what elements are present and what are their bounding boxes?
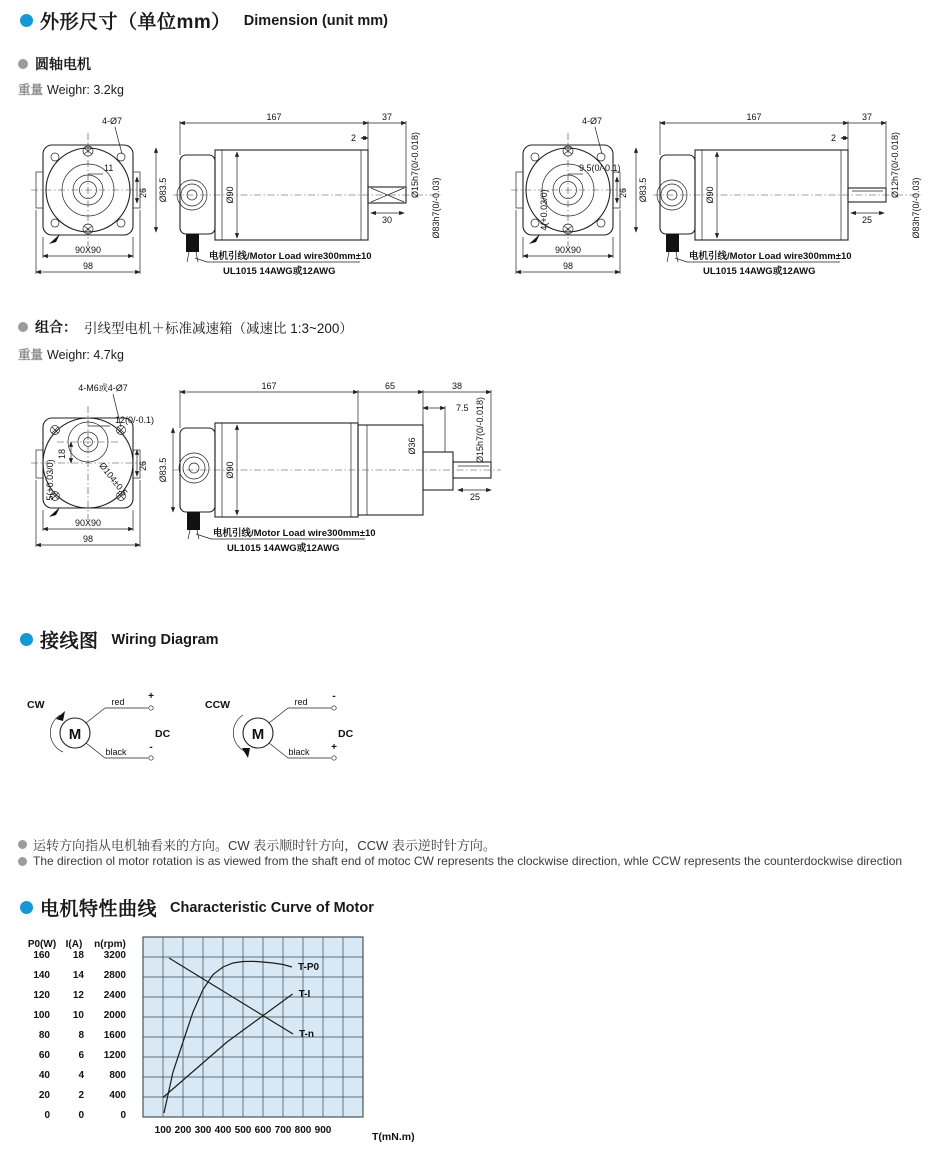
front-view	[31, 382, 154, 547]
dim-step: 2	[830, 133, 836, 143]
dim-holes: 4-M6或4-Ø7	[78, 383, 128, 393]
section-bullet-icon	[20, 14, 33, 27]
dim-body-len: 167	[746, 112, 762, 122]
dim-body-dia: Ø90	[225, 461, 235, 479]
dim-holes: 4-Ø7	[101, 116, 123, 126]
wiring-title-en: Wiring Diagram	[111, 631, 219, 648]
note-bullet-icon	[18, 840, 27, 849]
y-tick-n(rpm)-0: 0	[120, 1109, 126, 1121]
ccw-top-polarity: -	[332, 691, 336, 702]
dim-motor-len: 167	[261, 381, 277, 391]
ccw-red-wire-label: red	[294, 697, 308, 707]
sub-bullet-icon	[18, 322, 28, 332]
curve-title-en: Characteristic Curve of Motor	[170, 899, 374, 916]
dimension-section-header	[20, 7, 388, 34]
y-tick-I(A)-8: 8	[78, 1029, 84, 1041]
ccw-black-wire-label: black	[288, 747, 310, 757]
x-axis-label: T(mN.m)	[372, 1131, 415, 1143]
cw-arrowhead-icon	[56, 711, 65, 721]
y-tick-n(rpm)-3200: 3200	[103, 949, 126, 961]
wiring-title-zh: 接线图	[40, 631, 99, 652]
wire-note: 电机引线/Motor Load wire300mm±10	[689, 251, 852, 262]
y-tick-P0(W)-140: 140	[33, 969, 50, 981]
y-axis-title-P0(W): P0(W)	[27, 939, 57, 950]
y-tick-I(A)-18: 18	[72, 949, 84, 961]
wire-spec: UL1015 14AWG或12AWG	[227, 543, 340, 554]
dim-body-dia: Ø90	[705, 186, 715, 204]
y-tick-P0(W)-160: 160	[33, 949, 50, 961]
curve-title-zh: 电机特性曲线	[40, 899, 158, 920]
combo-weight	[18, 345, 124, 363]
lead-wire-plug	[187, 512, 200, 530]
dim-spigot-tol: Ø83h7(0/-0.03)	[911, 177, 921, 239]
x-tick-700: 700	[274, 1125, 292, 1136]
dim-shaft-dia: 12(0/-0.1)	[115, 415, 155, 425]
dimension-title-en: Dimension (unit mm)	[243, 12, 388, 29]
x-tick-900: 900	[314, 1125, 332, 1136]
sub-bullet-icon	[18, 59, 28, 69]
section-bullet-icon	[20, 633, 33, 646]
side-view	[653, 112, 923, 277]
cw-red-wire-label: red	[111, 697, 125, 707]
y-tick-n(rpm)-1600: 1600	[103, 1029, 126, 1041]
drawing-geared-motor	[15, 378, 505, 563]
side-view	[158, 381, 501, 554]
dim-square: 90X90	[74, 518, 102, 528]
y-tick-n(rpm)-400: 400	[109, 1089, 126, 1101]
dim-bolt-circle: Ø104±0.5	[97, 460, 130, 498]
y-tick-n(rpm)-2400: 2400	[103, 989, 126, 1001]
rotation-note-zh	[18, 835, 496, 854]
dim-shaft-tol: Ø15h7(0/-0.018)	[410, 131, 420, 199]
dim-boss-dia: Ø36	[407, 437, 417, 455]
y-tick-P0(W)-100: 100	[33, 1009, 50, 1021]
dim-offset: 18	[57, 448, 67, 460]
weight-label: 重量	[18, 348, 44, 362]
dim-hub: 11	[104, 163, 114, 173]
y-tick-P0(W)-0: 0	[44, 1109, 50, 1121]
y-tick-I(A)-10: 10	[72, 1009, 84, 1021]
wiring-ccw	[205, 691, 354, 760]
dim-flat-len: 25	[861, 215, 873, 225]
dim-body-dia: Ø83.5	[158, 177, 168, 203]
dim-key: 26	[618, 187, 628, 199]
combo-subtitle-bold: 组合：	[35, 319, 77, 335]
dim-key-depth: 9.5(0/-0.1)	[579, 163, 621, 173]
plot-background	[143, 937, 363, 1117]
wiring-cw	[27, 691, 171, 760]
y-tick-P0(W)-60: 60	[38, 1049, 50, 1061]
lead-wire-plug	[666, 234, 679, 252]
section-bullet-icon	[20, 901, 33, 914]
round-shaft-weight	[18, 80, 124, 98]
ccw-arrowhead-icon	[242, 748, 250, 758]
wiring-diagram	[15, 690, 375, 785]
motor-symbol: M	[68, 726, 82, 743]
y-tick-n(rpm)-2800: 2800	[103, 969, 126, 981]
dim-body-dia: Ø83.5	[638, 177, 648, 203]
x-tick-600: 600	[254, 1125, 272, 1136]
dim-body-len: 167	[266, 112, 282, 122]
dim-rear-dia: Ø83.5	[158, 457, 168, 483]
drawing-round-shaft-motor-2	[495, 110, 940, 290]
weight-value: Weighr: 3.2kg	[47, 83, 124, 97]
y-tick-n(rpm)-800: 800	[109, 1069, 126, 1081]
ccw-label: CCW	[205, 699, 231, 711]
wire-note: 电机引线/Motor Load wire300mm±10	[213, 528, 376, 539]
series-label-T-I: T-I	[298, 989, 311, 1000]
weight-value: Weighr: 4.7kg	[47, 348, 124, 362]
cw-label: CW	[27, 699, 45, 711]
y-tick-n(rpm)-2000: 2000	[103, 1009, 126, 1021]
side-view	[173, 112, 443, 277]
y-tick-I(A)-14: 14	[72, 969, 84, 981]
x-tick-800: 800	[294, 1125, 312, 1136]
y-axis-title-I(A): I(A)	[65, 939, 83, 950]
dim-shaft-tol: Ø12h7(0/-0.018)	[890, 131, 900, 199]
cw-rotation-arrow-icon	[50, 715, 63, 752]
dim-spigot-tol: Ø83h7(0/-0.03)	[431, 177, 441, 239]
dim-shaft-len: 38	[451, 381, 463, 391]
y-tick-P0(W)-120: 120	[33, 989, 50, 1001]
cw-supply-label: DC	[155, 728, 171, 740]
round-shaft-subtitle: 圆轴电机	[35, 56, 91, 72]
x-tick-400: 400	[214, 1125, 232, 1136]
dim-holes: 4-Ø7	[581, 116, 603, 126]
y-tick-P0(W)-20: 20	[38, 1089, 50, 1101]
front-view	[31, 116, 168, 274]
round-shaft-subheader	[18, 54, 91, 74]
y-tick-I(A)-4: 4	[78, 1069, 84, 1081]
weight-label: 重量	[18, 83, 44, 97]
cw-top-polarity: +	[148, 691, 154, 702]
dim-flat-len: 25	[469, 492, 481, 502]
curve-plot-area	[142, 936, 366, 1120]
characteristic-curve-chart	[18, 933, 448, 1151]
dim-boss-len: 7.5	[456, 403, 469, 413]
dim-step: 2	[350, 133, 356, 143]
combo-subheader	[18, 317, 353, 337]
rotation-note-en	[18, 854, 902, 868]
y-tick-I(A)-6: 6	[78, 1049, 84, 1061]
dim-shaft-tol: Ø15h7(0/-0.018)	[475, 396, 485, 464]
dim-overall: 98	[82, 534, 94, 544]
curve-section-header	[20, 894, 374, 921]
cw-bottom-polarity: -	[149, 742, 153, 753]
note-text-en: The direction ol motor rotation is as viewed from the shaft end of motoc CW represents the clockwise direction, whle CCW represents the counterdockwise direction	[33, 854, 903, 868]
y-axis-title-n(rpm): n(rpm)	[94, 939, 126, 950]
combo-subtitle-rest: 引线型电机＋标准减速箱（减速比 1:3~200）	[84, 321, 353, 336]
y-tick-n(rpm)-1200: 1200	[103, 1049, 126, 1061]
drawing-round-shaft-motor-1	[15, 110, 460, 290]
x-tick-200: 200	[174, 1125, 192, 1136]
wire-note: 电机引线/Motor Load wire300mm±10	[209, 251, 372, 262]
y-tick-I(A)-2: 2	[78, 1089, 84, 1101]
dim-flat-len: 30	[381, 215, 393, 225]
note-text-zh: 运转方向指从电机轴看来的方向。CW 表示顺时针方向，CCW 表示逆时针方向。	[33, 838, 496, 853]
dim-square: 90X90	[554, 245, 582, 255]
dim-gearbox-len: 65	[384, 381, 396, 391]
ccw-rotation-arrow-icon	[233, 715, 246, 752]
front-view	[511, 116, 648, 274]
ccw-supply-label: DC	[338, 728, 354, 740]
y-tick-I(A)-12: 12	[72, 989, 84, 1001]
series-label-T-P0: T-P0	[298, 962, 320, 973]
series-label-T-n: T-n	[299, 1029, 314, 1040]
dim-shaft-len: 37	[381, 112, 393, 122]
dim-shaft-len: 37	[861, 112, 873, 122]
dim-overall: 98	[82, 261, 94, 271]
dim-body-dia: Ø90	[225, 186, 235, 204]
dim-key-width: 4(+0.03/0)	[539, 189, 549, 231]
x-tick-100: 100	[154, 1125, 172, 1136]
motor-symbol: M	[251, 726, 265, 743]
x-tick-300: 300	[194, 1125, 212, 1136]
wire-spec: UL1015 14AWG或12AWG	[703, 266, 816, 277]
dim-square: 90X90	[74, 245, 102, 255]
lead-wire-plug	[186, 234, 199, 252]
dim-key-width: 5(+0.03/0)	[45, 459, 55, 501]
x-tick-500: 500	[234, 1125, 252, 1136]
ccw-bottom-polarity: +	[331, 742, 337, 753]
wiring-section-header	[20, 626, 219, 653]
y-tick-P0(W)-40: 40	[38, 1069, 50, 1081]
note-bullet-icon	[18, 857, 27, 866]
y-tick-P0(W)-80: 80	[38, 1029, 50, 1041]
wire-spec: UL1015 14AWG或12AWG	[223, 266, 336, 277]
dim-overall: 98	[562, 261, 574, 271]
y-tick-I(A)-0: 0	[78, 1109, 84, 1121]
dimension-title-zh: 外形尺寸（单位mm）	[40, 12, 231, 33]
cw-black-wire-label: black	[105, 747, 127, 757]
dim-key: 26	[138, 187, 148, 199]
dim-key: 26	[138, 460, 148, 472]
